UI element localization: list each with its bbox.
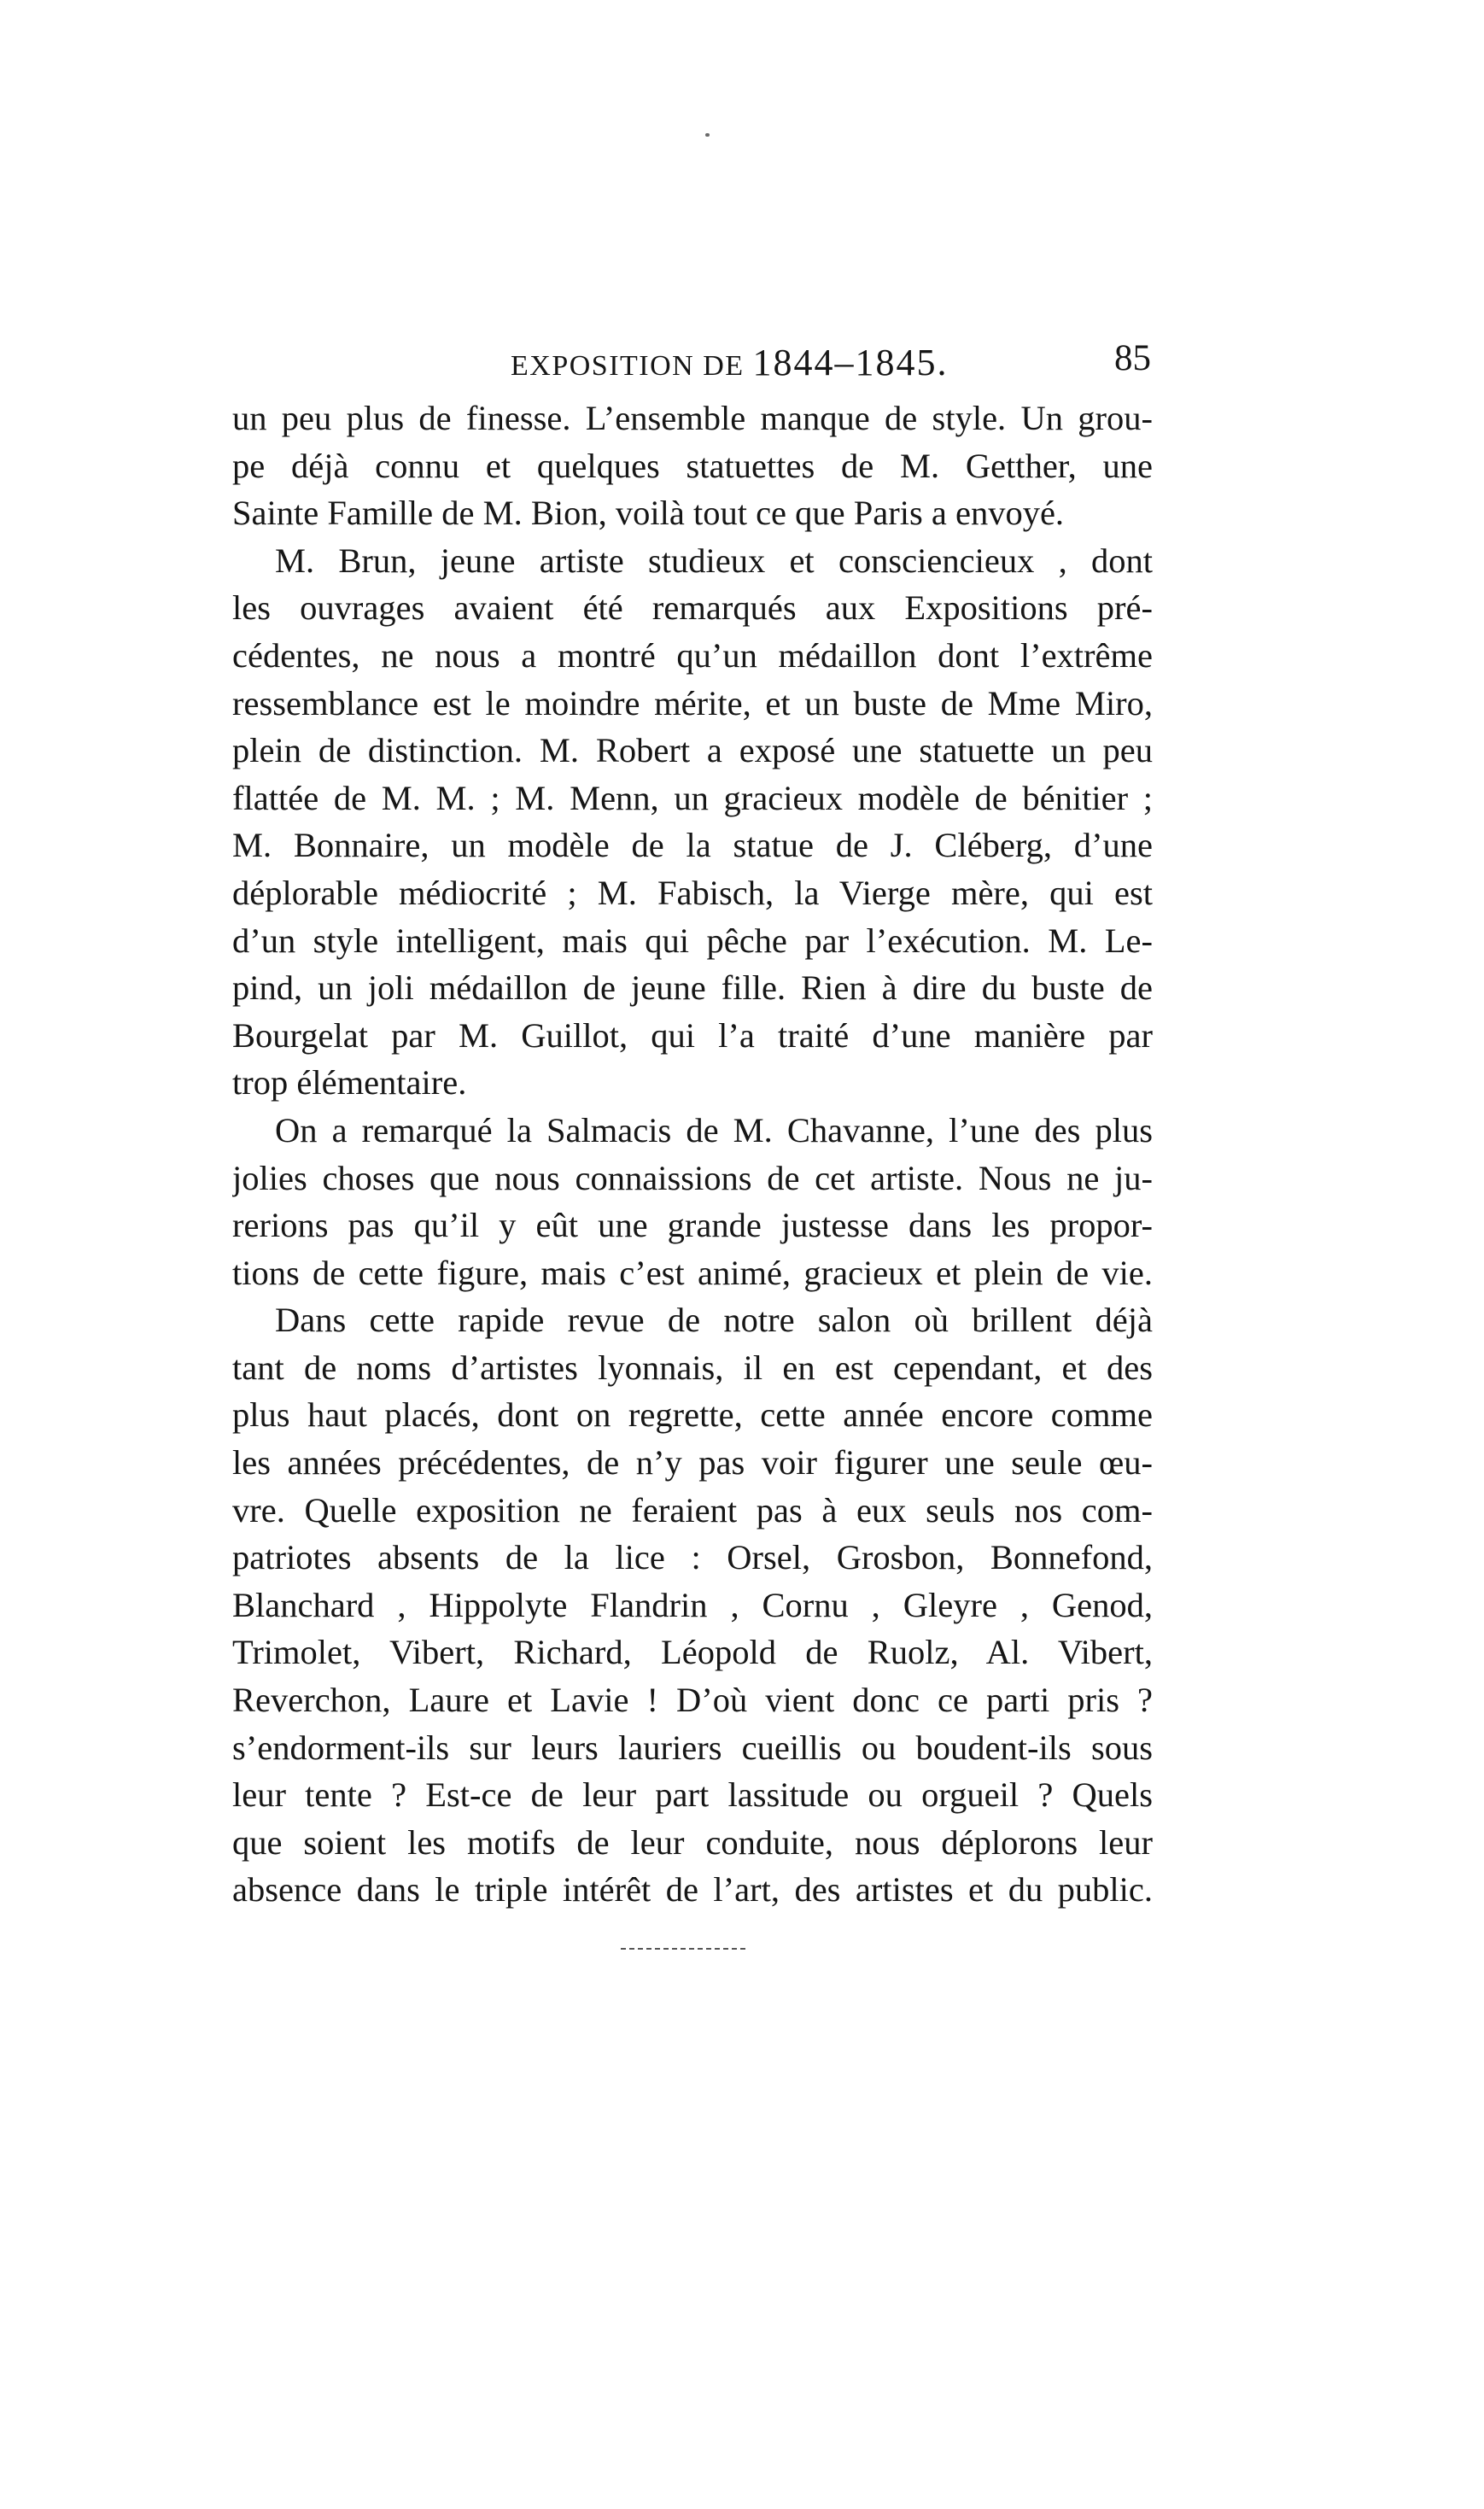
running-head-title-text: EXPOSITION DE bbox=[511, 350, 753, 382]
section-end-rule bbox=[621, 1948, 745, 1950]
text-line: déplorable médiocrité ; M. Fabisch, la Vierge mère, qui est bbox=[232, 873, 1153, 912]
text-line: tions de cette figure, mais c’est animé, gracieux et plein de vie. bbox=[232, 1253, 1153, 1292]
text-line: que soient les motifs de leur conduite, nous déplorons leur bbox=[232, 1822, 1153, 1862]
text-line: Bourgelat par M. Guillot, qui l’a traité d’une manière par bbox=[232, 1015, 1153, 1055]
text-line: cédentes, ne nous a montré qu’un médaillon dont l’extrême bbox=[232, 635, 1153, 675]
text-line: rerions pas qu’il y eût une grande justesse dans les propor- bbox=[232, 1206, 1153, 1245]
text-line: tant de noms d’artistes lyonnais, il en est cependant, et des bbox=[232, 1348, 1153, 1387]
running-head-years: 1844–1845. bbox=[752, 342, 949, 383]
page-number: 85 bbox=[1114, 338, 1151, 378]
text-line: absence dans le triple intérêt de l’art, des artistes et du public. bbox=[232, 1870, 1153, 1910]
text-line: vre. Quelle exposition ne feraient pas à eux seuls nos com- bbox=[232, 1490, 1153, 1529]
text-line: d’un style intelligent, mais qui pêche par l’exécution. M. Le- bbox=[232, 921, 1153, 960]
text-line: M. Brun, jeune artiste studieux et consciencieux , dont bbox=[275, 541, 1153, 580]
print-speck bbox=[705, 133, 710, 137]
text-line: Blanchard , Hippolyte Flandrin , Cornu , Gleyre , Genod, bbox=[232, 1585, 1153, 1624]
text-line: pind, un joli médaillon de jeune fille. Rien à dire du buste de bbox=[232, 968, 1153, 1008]
text-line: Reverchon, Laure et Lavie ! D’où vient donc ce parti pris ? bbox=[232, 1681, 1153, 1720]
text-line: pe déjà connu et quelques statuettes de M. Getther, une bbox=[232, 446, 1153, 485]
text-line: patriotes absents de la lice : Orsel, Grosbon, Bonnefond, bbox=[232, 1538, 1153, 1577]
text-line: plein de distinction. M. Robert a exposé une statuette un peu bbox=[232, 731, 1153, 770]
text-line: trop élémentaire. bbox=[232, 1063, 467, 1102]
text-line: flattée de M. M. ; M. Menn, un gracieux modèle de bénitier ; bbox=[232, 778, 1153, 817]
text-line: ressemblance est le moindre mérite, et un buste de Mme Miro, bbox=[232, 683, 1153, 722]
text-line: plus haut placés, dont on regrette, cette année encore comme bbox=[232, 1395, 1153, 1435]
text-line: jolies choses que nous connaissions de cet artiste. Nous ne ju- bbox=[232, 1158, 1153, 1197]
running-head bbox=[241, 336, 1151, 387]
text-line: un peu plus de finesse. L’ensemble manque de style. Un grou- bbox=[232, 399, 1153, 437]
text-line: les ouvrages avaient été remarqués aux Expositions pré- bbox=[232, 588, 1153, 628]
text-line: les années précédentes, de n’y pas voir figurer une seule œu- bbox=[232, 1443, 1153, 1483]
text-line: Dans cette rapide revue de notre salon où brillent déjà bbox=[275, 1301, 1153, 1340]
body-text bbox=[232, 395, 1153, 1914]
text-line: Trimolet, Vibert, Richard, Léopold de Ruolz, Al. Vibert, bbox=[232, 1633, 1153, 1672]
text-line: M. Bonnaire, un modèle de la statue de J. Cléberg, d’une bbox=[232, 826, 1153, 865]
text-line: s’endorment-ils sur leurs lauriers cueillis ou boudent-ils sous bbox=[232, 1728, 1153, 1767]
text-line: Sainte Famille de M. Bion, voilà tout ce que Paris a envoyé. bbox=[232, 494, 1065, 533]
text-line: On a remarqué la Salmacis de M. Chavanne, l’une des plus bbox=[275, 1110, 1153, 1149]
text-line: leur tente ? Est-ce de leur part lassitude ou orgueil ? Quels bbox=[232, 1775, 1153, 1815]
running-head-title bbox=[511, 341, 949, 384]
